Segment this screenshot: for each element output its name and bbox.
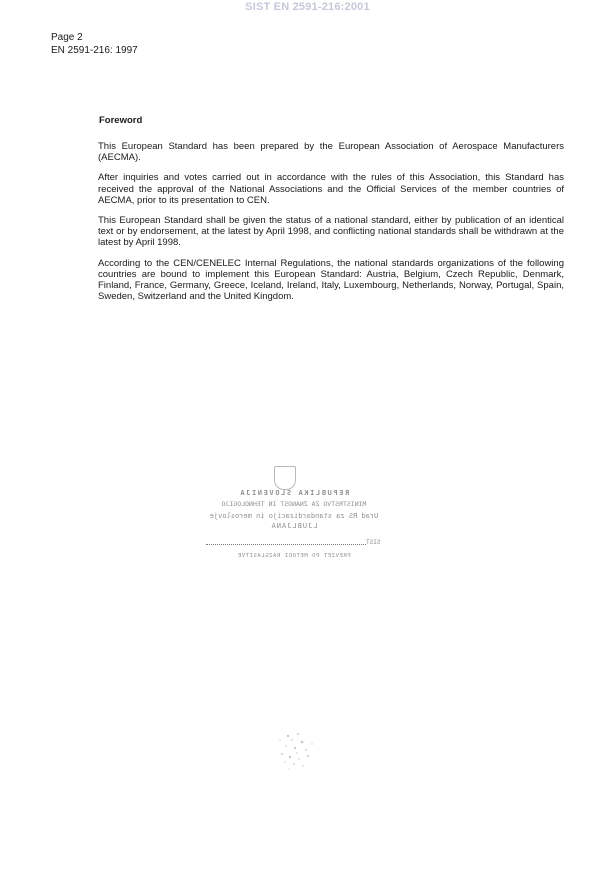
official-stamp-image: REPUBLIKA SLOVENIJA MINISTRSTVO ZA ZNANOST IN TEHNOLOGIJO Urad RS za standardizacijo in meroslovje LJUBLJANA SIST PREVZET PO METODI RAZGLASITVE [198,466,390,566]
watermark: SIST EN 2591-216:2001 [245,1,370,13]
foreword-body [98,141,564,311]
paragraph: After inquiries and votes carried out in accordance with the rules of this Association, this Standard has received the approval of the National Associations and the Official Services of the member countries of AECMA, prior to its presentation to CEN. [98,172,564,206]
ink-smudge-image [268,724,328,774]
coat-of-arms-icon [274,466,296,490]
document-id: EN 2591-216: 1997 [51,45,138,56]
page-header [51,31,138,57]
page-number: Page 2 [51,32,83,43]
paragraph: This European Standard shall be given the status of a national standard, either by publication of an identical text or by endorsement, at the latest by April 1998, and conflicting national standards shall be withdrawn at the latest by April 1998. [98,215,564,249]
paragraph: This European Standard has been prepared by the European Association of Aerospace Manufacturers (AECMA). [98,141,564,164]
paragraph: According to the CEN/CENELEC Internal Regulations, the national standards organizations of the following countries are bound to implement this European Standard: Austria, Belgium, Czech Republic, Denmark, Finland, France, Germany, Greece, Iceland, Ireland, Italy, Luxembourg, Netherlands, Norway, Portugal, Spain, Sweden, Switzerland and the United Kingdom. [98,257,564,303]
section-title: Foreword [99,115,143,126]
